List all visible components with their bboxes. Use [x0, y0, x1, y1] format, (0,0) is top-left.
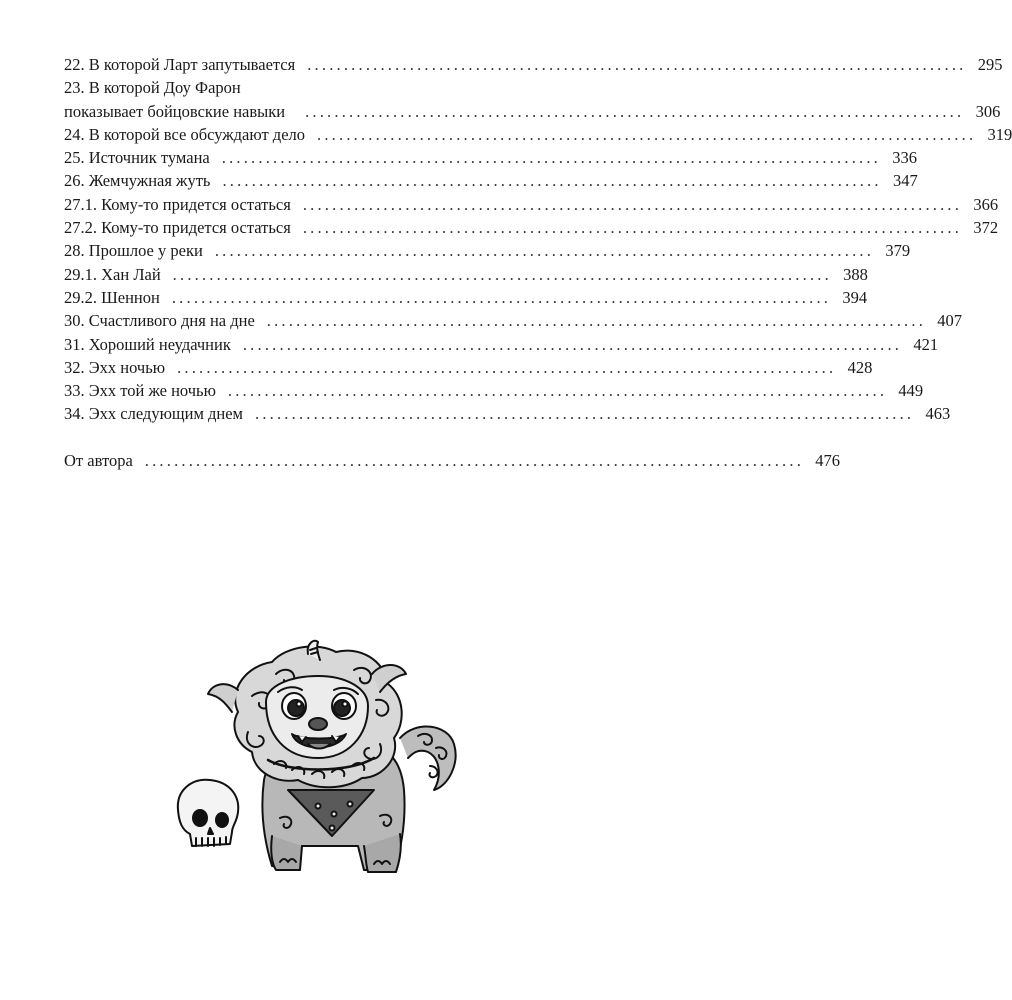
section-gap: [64, 426, 575, 449]
dot-leader: ..........................................................................................: [221, 148, 881, 168]
toc-entry-title: 25. Источник тумана: [64, 148, 210, 168]
toc-entry-page: 394: [842, 287, 868, 307]
dot-leader: ..........................................................................................: [171, 287, 832, 307]
toc-entry: [64, 123, 1012, 146]
toc-entry: [64, 286, 868, 309]
toc-entry-page: 463: [925, 404, 951, 424]
toc-entry-title: 32. Эхх ночью: [64, 357, 166, 377]
toc-entry: [64, 379, 924, 402]
dot-leader: ..........................................................................................: [227, 381, 888, 401]
toc-entry-page: 306: [975, 101, 1001, 121]
toc-entry: [64, 216, 999, 239]
guardian-lion-and-skull-illustration: [168, 640, 488, 890]
toc-entry-title: 24. В которой все обсуждают дело: [64, 124, 306, 144]
toc-entry-page: 319: [987, 124, 1012, 144]
toc-entry: [64, 239, 911, 262]
toc-entry-title-line1: 23. В которой Доу Фарон: [64, 78, 241, 98]
toc-entry-title: 31. Хороший неудачник: [64, 334, 231, 354]
dot-leader: ..........................................................................................: [177, 357, 837, 377]
toc-entry-page: 336: [892, 148, 917, 168]
toc-entry-title: 29.2. Шеннон: [64, 287, 160, 307]
toc-entry-page: 421: [913, 334, 939, 354]
dot-leader: ..........................................................................................: [317, 124, 977, 144]
toc-entry-title: 26. Жемчужная жуть: [64, 171, 211, 191]
toc-entry-title: 33. Эхх той же ночью: [64, 381, 216, 401]
toc-entry-page: 428: [847, 357, 873, 377]
toc-entry-title: 22. В которой Ларт запутывается: [64, 55, 296, 74]
dot-leader: ..........................................................................................: [307, 55, 967, 74]
toc-entry-page: 366: [973, 194, 999, 214]
toc-entry-page: 407: [937, 311, 963, 331]
toc-entry: [64, 193, 999, 216]
toc-entry: [64, 356, 873, 379]
toc-entry: [64, 169, 918, 192]
dot-leader: ..........................................................................................: [172, 264, 832, 284]
toc-entry: [64, 100, 1001, 123]
skull-icon: [178, 780, 238, 846]
toc-entry-title: 29.1. Хан Лай: [64, 264, 161, 284]
dot-leader: ..........................................................................................: [305, 101, 965, 121]
toc-entry-page: 372: [973, 218, 999, 238]
toc-entry-title: 27.1. Кому-то придется остаться: [64, 194, 291, 214]
toc-entry-title: От автора: [64, 450, 133, 470]
toc-entry: [64, 333, 939, 356]
dot-leader: ..........................................................................................: [302, 218, 963, 238]
toc-entry-title: 28. Прошлое у реки: [64, 241, 203, 261]
table-of-contents: [64, 53, 1012, 472]
dot-leader: ..........................................................................................: [214, 241, 875, 261]
toc-entry-title: 30. Счастливого дня на дне: [64, 311, 255, 331]
toc-entry: [64, 53, 1003, 76]
dot-leader: ..........................................................................................: [302, 194, 963, 214]
toc-entry-page: 476: [815, 450, 841, 470]
toc-entry-title: 27.2. Кому-то придется остаться: [64, 218, 291, 238]
toc-entry-page: 295: [977, 55, 1003, 74]
toc-entry: [64, 309, 963, 332]
toc-entry: [64, 402, 951, 425]
toc-entry-page: 347: [892, 171, 918, 191]
dot-leader: ..........................................................................................: [242, 334, 903, 354]
toc-entry-title: показывает бойцовские навыки: [64, 101, 286, 121]
dot-leader: ..........................................................................................: [266, 311, 927, 331]
dot-leader: ..........................................................................................: [222, 171, 882, 191]
dot-leader: ..........................................................................................: [144, 450, 805, 470]
toc-entry-title: 34. Эхх следующим днем: [64, 404, 243, 424]
toc-entry-page: 379: [885, 241, 911, 261]
toc-entry-page: 449: [898, 381, 924, 401]
toc-entry-page: 388: [843, 264, 868, 284]
dot-leader: ..........................................................................................: [255, 404, 915, 424]
toc-entry: [64, 146, 917, 169]
toc-entry: [64, 263, 868, 286]
toc-entry-afterword: [64, 449, 841, 472]
